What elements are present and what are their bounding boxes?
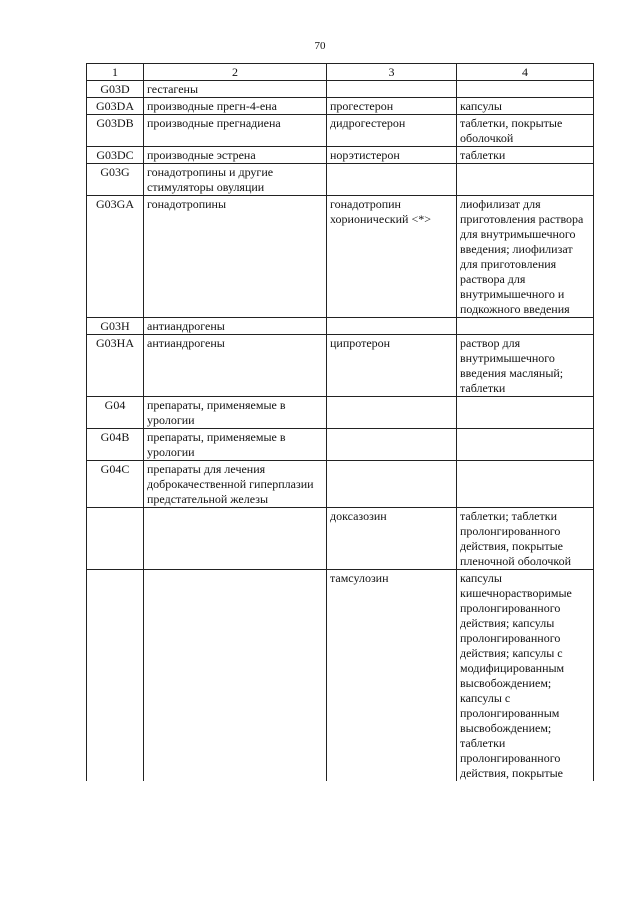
substance-name: [327, 164, 457, 196]
table-header-row: [87, 64, 594, 81]
table-row: [87, 461, 594, 508]
substance-name: тамсулозин: [327, 570, 457, 782]
dosage-form: таблетки; таблетки пролонгированного действия, покрытые пленочной оболочкой: [457, 508, 594, 570]
group-name: гонадотропины: [144, 196, 327, 318]
atc-code: [87, 508, 144, 570]
dosage-form: раствор для внутримышечного введения масляный; таблетки: [457, 335, 594, 397]
group-name: антиандрогены: [144, 318, 327, 335]
atc-code: [87, 570, 144, 782]
group-name: производные прегн-4-ена: [144, 98, 327, 115]
substance-name: прогестерон: [327, 98, 457, 115]
substance-name: дидрогестерон: [327, 115, 457, 147]
table-row: [87, 81, 594, 98]
dosage-form: [457, 429, 594, 461]
atc-code: G03H: [87, 318, 144, 335]
substance-name: ципротерон: [327, 335, 457, 397]
substance-name: [327, 461, 457, 508]
dosage-form: таблетки, покрытые оболочкой: [457, 115, 594, 147]
atc-code: G03DC: [87, 147, 144, 164]
atc-code: G03D: [87, 81, 144, 98]
group-name: антиандрогены: [144, 335, 327, 397]
dosage-form: таблетки: [457, 147, 594, 164]
dosage-form: [457, 318, 594, 335]
table-row: [87, 429, 594, 461]
dosage-form: капсулы: [457, 98, 594, 115]
header-cell-3: 3: [327, 64, 457, 81]
header-cell-4: 4: [457, 64, 594, 81]
dosage-form: капсулы кишечнорастворимые пролонгированного действия; капсулы пролонгированного действия; капсулы с модифицированным высвобождением; капсулы с пролонгированным высвобождением; таблетки пролонгированного действия, покрытые: [457, 570, 594, 782]
atc-code: G04B: [87, 429, 144, 461]
table-row: [87, 318, 594, 335]
group-name: производные прегнадиена: [144, 115, 327, 147]
group-name: гестагены: [144, 81, 327, 98]
dosage-form: [457, 81, 594, 98]
atc-code: G03DB: [87, 115, 144, 147]
substance-name: гонадотропин хорионический <*>: [327, 196, 457, 318]
atc-code: G03DA: [87, 98, 144, 115]
table-row: [87, 147, 594, 164]
group-name: препараты для лечения доброкачественной гиперплазии предстательной железы: [144, 461, 327, 508]
table-row: [87, 115, 594, 147]
atc-code: G04: [87, 397, 144, 429]
table-row: [87, 196, 594, 318]
atc-code: G03HA: [87, 335, 144, 397]
substance-name: [327, 397, 457, 429]
table-row: [87, 570, 594, 782]
dosage-form: [457, 461, 594, 508]
group-name: гонадотропины и другие стимуляторы овуляции: [144, 164, 327, 196]
substance-name: [327, 81, 457, 98]
header-cell-2: 2: [144, 64, 327, 81]
substance-name: [327, 318, 457, 335]
dosage-form: лиофилизат для приготовления раствора для внутримышечного введения; лиофилизат для приготовления раствора для внутримышечного и подкожного введения: [457, 196, 594, 318]
table-row: [87, 397, 594, 429]
substance-name: норэтистерон: [327, 147, 457, 164]
dosage-form: [457, 164, 594, 196]
page-number: 70: [314, 40, 326, 52]
table-row: [87, 508, 594, 570]
substance-name: доксазозин: [327, 508, 457, 570]
group-name: препараты, применяемые в урологии: [144, 397, 327, 429]
table-row: [87, 335, 594, 397]
table-row: [87, 98, 594, 115]
group-name: производные эстрена: [144, 147, 327, 164]
atc-code: G04C: [87, 461, 144, 508]
drug-table: [86, 63, 594, 781]
group-name: препараты, применяемые в урологии: [144, 429, 327, 461]
atc-code: G03GA: [87, 196, 144, 318]
substance-name: [327, 429, 457, 461]
atc-code: G03G: [87, 164, 144, 196]
group-name: [144, 508, 327, 570]
group-name: [144, 570, 327, 782]
header-cell-1: 1: [87, 64, 144, 81]
dosage-form: [457, 397, 594, 429]
table-row: [87, 164, 594, 196]
